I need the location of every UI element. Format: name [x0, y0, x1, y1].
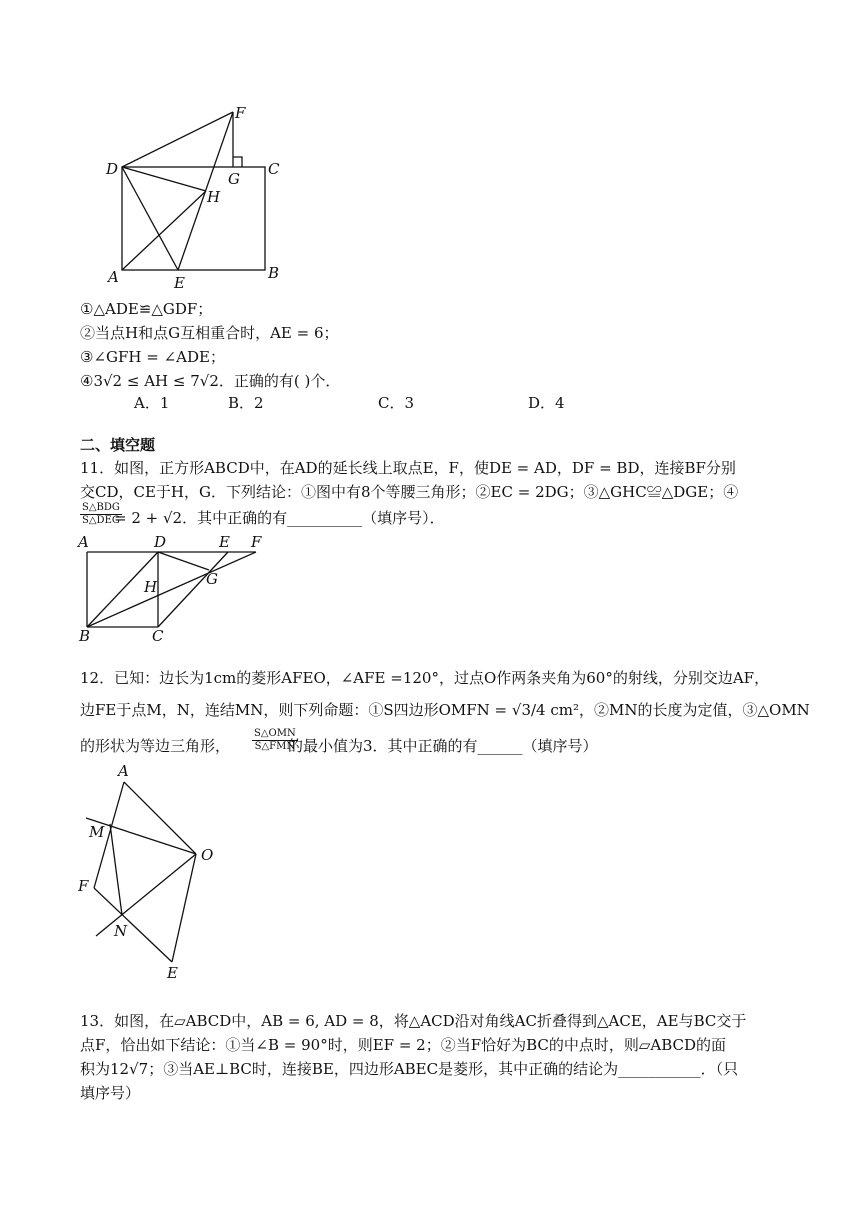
label-e: E — [167, 964, 178, 982]
q12-line-2: 边FE于点M，N，连结MN，则下列命题：①S四边形OMFN = √3/4 cm²，②MN的长度为定值，③△OMN — [80, 701, 810, 719]
q12-line-1: 12．已知：边长为1cm的菱形AFEO，∠AFE =120°，过点O作两条夹角为60°的射线，分别交边AF， — [80, 669, 770, 687]
label-h: H — [144, 578, 158, 596]
label-h: H — [207, 188, 221, 206]
label-a: A — [108, 268, 119, 286]
label-b: B — [79, 627, 91, 645]
q13-line-2: 点F，恰出如下结论：①当∠B = 90°时，则EF = 2；②当F恰好为BC的中点时，则▱ABCD的面 — [80, 1036, 727, 1054]
q13-line-3: 积为12√7；③当AE⊥BC时，连接BE，四边形ABEC是菱形，其中正确的结论为___________．（只 — [80, 1060, 739, 1078]
label-g: G — [206, 570, 218, 588]
figure-q10 — [100, 100, 300, 290]
rectangle-abcd — [122, 167, 265, 270]
q10-option-c: C．3 — [378, 394, 415, 412]
figure-q12 — [74, 762, 234, 984]
label-f: F — [78, 877, 89, 895]
q13-line-1: 13．如图，在▱ABCD中，AB = 6, AD = 8，将△ACD沿对角线AC折叠得到△ACE，AE与BC交于 — [80, 1012, 747, 1030]
label-f: F — [235, 104, 246, 122]
figure-q11 — [76, 534, 266, 646]
q10-option-a: A．1 — [134, 394, 170, 412]
q11-line-1: 11．如图，正方形ABCD中，在AD的延长线上取点E，F，使DE = AD，DF = BD，连接BF分别 — [80, 459, 736, 477]
label-f: F — [251, 534, 262, 551]
q13-line-4: 填序号） — [80, 1084, 141, 1102]
label-e: E — [219, 534, 230, 551]
label-b: B — [268, 264, 280, 282]
q12-line-3-head: 的形状为等边三角形， — [80, 737, 231, 755]
label-c: C — [268, 160, 280, 178]
label-a: A — [118, 762, 129, 780]
label-d: D — [106, 160, 119, 178]
label-e: E — [174, 274, 185, 290]
q11-fraction-numerator: S△BDG — [82, 502, 120, 513]
section-title: 二、填空题 — [80, 436, 156, 454]
q10-statement-1: ①△ADE≌△GDF； — [80, 300, 213, 318]
q12-line-3-tail: 的最小值为3．其中正确的有______（填序号） — [288, 737, 598, 755]
q10-option-d: D．4 — [528, 394, 565, 412]
label-o: O — [201, 846, 214, 864]
label-c: C — [152, 627, 164, 645]
label-d: D — [154, 534, 167, 551]
q12-fraction-numerator: S△OMN — [254, 728, 296, 739]
q10-statement-4: ④3√2 ≤ AH ≤ 7√2．正确的有( )个． — [80, 372, 341, 390]
q11-line-3: = 2 + √2．其中正确的有__________（填序号）． — [114, 509, 445, 527]
label-n: N — [114, 922, 128, 940]
q11-line-2: 交CD，CE于H，G．下列结论：①图中有8个等腰三角形；②EC = 2DG；③△GHC≌△DGE；④ — [80, 483, 739, 501]
q10-option-b: B．2 — [228, 394, 264, 412]
label-m: M — [89, 823, 105, 841]
label-g: G — [228, 170, 240, 188]
q11-fraction-denominator: S△DEG — [82, 515, 120, 526]
q10-statement-2: ②当点H和点G互相重合时，AE = 6； — [80, 324, 339, 342]
q10-statement-3: ③∠GFH = ∠ADE； — [80, 348, 225, 366]
q12-fraction-denominator: S△FMN — [254, 741, 296, 752]
label-a: A — [78, 534, 89, 551]
